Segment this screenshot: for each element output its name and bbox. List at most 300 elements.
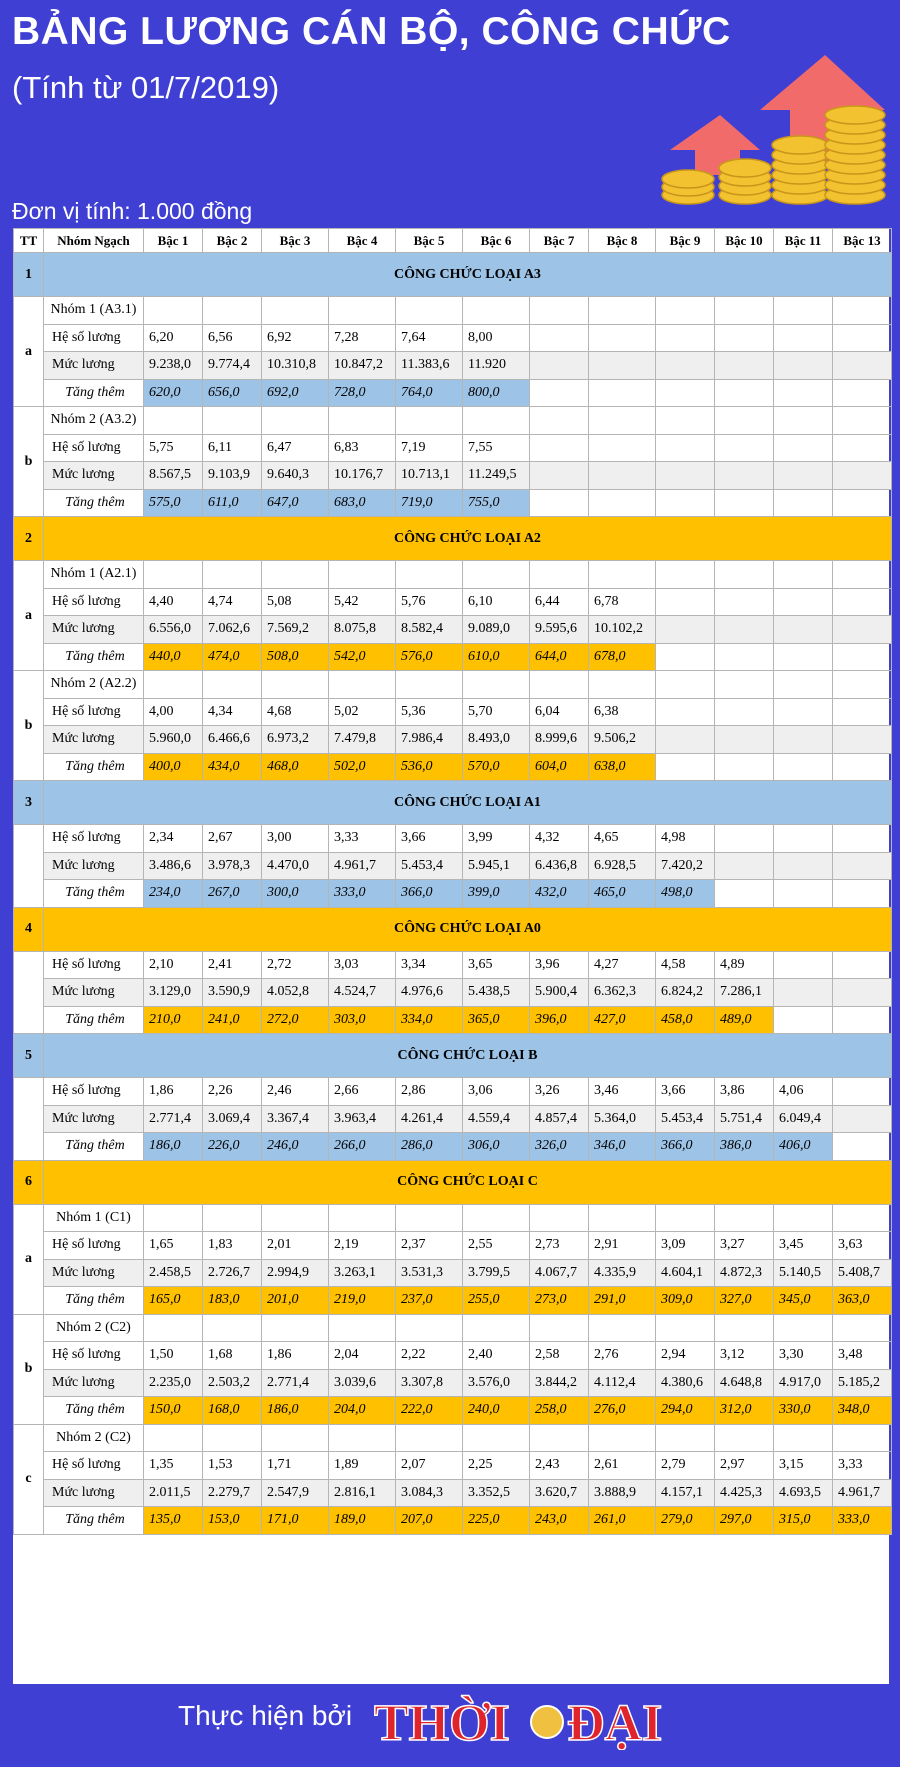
table-row: [14, 698, 892, 726]
row-label: Mức lương: [44, 352, 144, 380]
value-cell: 4,00: [144, 698, 203, 726]
value-cell: 3,30: [774, 1342, 833, 1370]
value-cell: 2.458,5: [144, 1259, 203, 1287]
value-cell: 9.103,9: [203, 462, 262, 490]
value-cell: 2,46: [262, 1078, 329, 1106]
empty-cell: [774, 1204, 833, 1232]
value-cell: 168,0: [203, 1397, 262, 1425]
value-cell: 2.771,4: [262, 1369, 329, 1397]
row-label: Hệ số lương: [44, 1342, 144, 1370]
value-cell: 2,37: [396, 1232, 463, 1260]
empty-cell: [396, 1424, 463, 1452]
group-name: Nhóm 2 (A3.2): [44, 407, 144, 435]
value-cell: 2.547,9: [262, 1479, 329, 1507]
value-cell: 334,0: [396, 1006, 463, 1034]
column-header: Bậc 2: [203, 229, 262, 253]
table-row: [14, 753, 892, 781]
empty-cell: [833, 489, 892, 517]
empty-cell: [589, 434, 656, 462]
value-cell: 440,0: [144, 643, 203, 671]
empty-cell: [530, 561, 589, 589]
empty-cell: [262, 671, 329, 699]
value-cell: 3.963,4: [329, 1105, 396, 1133]
group-letter: a: [14, 297, 44, 407]
empty-cell: [589, 671, 656, 699]
value-cell: 728,0: [329, 379, 396, 407]
table-row: [14, 1078, 892, 1106]
value-cell: 2,01: [262, 1232, 329, 1260]
empty-cell: [833, 951, 892, 979]
empty-cell: [715, 671, 774, 699]
empty-cell: [656, 297, 715, 325]
row-label: Hệ số lương: [44, 951, 144, 979]
value-cell: 345,0: [774, 1287, 833, 1315]
value-cell: 286,0: [396, 1133, 463, 1161]
column-header: Bậc 4: [329, 229, 396, 253]
value-cell: 2,72: [262, 951, 329, 979]
value-cell: 7,64: [396, 324, 463, 352]
value-cell: 611,0: [203, 489, 262, 517]
value-cell: 1,68: [203, 1342, 262, 1370]
value-cell: 508,0: [262, 643, 329, 671]
empty-cell: [833, 1006, 892, 1034]
column-header: Bậc 9: [656, 229, 715, 253]
empty-cell: [589, 352, 656, 380]
table-row: [14, 825, 892, 853]
value-cell: 604,0: [530, 753, 589, 781]
empty-cell: [203, 561, 262, 589]
empty-cell: [833, 462, 892, 490]
value-cell: 6.928,5: [589, 852, 656, 880]
value-cell: 5.453,4: [396, 852, 463, 880]
value-cell: 4.524,7: [329, 979, 396, 1007]
value-cell: 2,91: [589, 1232, 656, 1260]
value-cell: 2,76: [589, 1342, 656, 1370]
value-cell: 6,56: [203, 324, 262, 352]
value-cell: 5.140,5: [774, 1259, 833, 1287]
value-cell: 7.986,4: [396, 726, 463, 754]
value-cell: 4.052,8: [262, 979, 329, 1007]
value-cell: 4,65: [589, 825, 656, 853]
value-cell: 3.888,9: [589, 1479, 656, 1507]
value-cell: 3.620,7: [530, 1479, 589, 1507]
value-cell: 5.900,4: [530, 979, 589, 1007]
table-row: [14, 1287, 892, 1315]
table-row: [14, 1105, 892, 1133]
value-cell: 8.999,6: [530, 726, 589, 754]
value-cell: 300,0: [262, 880, 329, 908]
empty-cell: [715, 434, 774, 462]
rising-coins-illustration: [650, 55, 890, 215]
group-letter: a: [14, 1204, 44, 1314]
empty-cell: [396, 297, 463, 325]
value-cell: 326,0: [530, 1133, 589, 1161]
group-name: Nhóm 2 (C2): [44, 1424, 144, 1452]
section-title: CÔNG CHỨC LOẠI C: [44, 1160, 892, 1204]
value-cell: 7.062,6: [203, 616, 262, 644]
value-cell: 1,71: [262, 1452, 329, 1480]
empty-cell: [262, 1314, 329, 1342]
value-cell: 272,0: [262, 1006, 329, 1034]
empty-cell: [589, 1314, 656, 1342]
value-cell: 4.961,7: [329, 852, 396, 880]
empty-cell: [656, 726, 715, 754]
value-cell: 10.847,2: [329, 352, 396, 380]
empty-cell: [203, 1424, 262, 1452]
empty-cell: [774, 698, 833, 726]
empty-cell: [530, 1424, 589, 1452]
group-letter: a: [14, 561, 44, 671]
row-label: Hệ số lương: [44, 434, 144, 462]
table-row: [14, 1507, 892, 1535]
group-name-row: [14, 407, 892, 435]
value-cell: 2,61: [589, 1452, 656, 1480]
section-header-row: [14, 907, 892, 951]
table-row: [14, 352, 892, 380]
value-cell: 3.531,3: [396, 1259, 463, 1287]
value-cell: 9.640,3: [262, 462, 329, 490]
value-cell: 261,0: [589, 1507, 656, 1535]
section-title: CÔNG CHỨC LOẠI A0: [44, 907, 892, 951]
value-cell: 2.279,7: [203, 1479, 262, 1507]
value-cell: 683,0: [329, 489, 396, 517]
value-cell: 4.857,4: [530, 1105, 589, 1133]
empty-cell: [833, 698, 892, 726]
empty-cell: [656, 588, 715, 616]
value-cell: 2,73: [530, 1232, 589, 1260]
section-number: 3: [14, 781, 44, 825]
value-cell: 570,0: [463, 753, 530, 781]
value-cell: 2,94: [656, 1342, 715, 1370]
column-header: TT: [14, 229, 44, 253]
empty-cell: [463, 561, 530, 589]
row-label: Tăng thêm: [44, 1397, 144, 1425]
value-cell: 4,34: [203, 698, 262, 726]
value-cell: 3.590,9: [203, 979, 262, 1007]
row-label: Tăng thêm: [44, 643, 144, 671]
value-cell: 366,0: [396, 880, 463, 908]
value-cell: 8,00: [463, 324, 530, 352]
value-cell: 207,0: [396, 1507, 463, 1535]
value-cell: 3,34: [396, 951, 463, 979]
value-cell: 333,0: [833, 1507, 892, 1535]
table-row: [14, 643, 892, 671]
value-cell: 4.067,7: [530, 1259, 589, 1287]
empty-cell: [656, 671, 715, 699]
value-cell: 204,0: [329, 1397, 396, 1425]
value-cell: 266,0: [329, 1133, 396, 1161]
group-letter: [14, 951, 44, 1034]
value-cell: 3,03: [329, 951, 396, 979]
empty-cell: [715, 462, 774, 490]
row-label: Mức lương: [44, 1479, 144, 1507]
value-cell: 2.011,5: [144, 1479, 203, 1507]
page-title: BẢNG LƯƠNG CÁN BỘ, CÔNG CHỨC: [12, 10, 731, 53]
value-cell: 3.263,1: [329, 1259, 396, 1287]
value-cell: 6,47: [262, 434, 329, 462]
value-cell: 165,0: [144, 1287, 203, 1315]
section-header-row: [14, 1034, 892, 1078]
value-cell: 3.799,5: [463, 1259, 530, 1287]
value-cell: 6.824,2: [656, 979, 715, 1007]
salary-table: [13, 228, 892, 1535]
empty-cell: [329, 1424, 396, 1452]
table-row: [14, 880, 892, 908]
empty-cell: [530, 297, 589, 325]
value-cell: 3,09: [656, 1232, 715, 1260]
value-cell: 5,76: [396, 588, 463, 616]
value-cell: 2,19: [329, 1232, 396, 1260]
empty-cell: [833, 297, 892, 325]
value-cell: 8.493,0: [463, 726, 530, 754]
value-cell: 246,0: [262, 1133, 329, 1161]
empty-cell: [774, 616, 833, 644]
value-cell: 6,83: [329, 434, 396, 462]
value-cell: 279,0: [656, 1507, 715, 1535]
value-cell: 6,20: [144, 324, 203, 352]
value-cell: 678,0: [589, 643, 656, 671]
empty-cell: [203, 1204, 262, 1232]
empty-cell: [715, 489, 774, 517]
value-cell: 366,0: [656, 1133, 715, 1161]
value-cell: 458,0: [656, 1006, 715, 1034]
value-cell: 222,0: [396, 1397, 463, 1425]
value-cell: 219,0: [329, 1287, 396, 1315]
value-cell: 6,10: [463, 588, 530, 616]
empty-cell: [833, 1105, 892, 1133]
empty-cell: [715, 753, 774, 781]
value-cell: 226,0: [203, 1133, 262, 1161]
value-cell: 7,28: [329, 324, 396, 352]
value-cell: 7.569,2: [262, 616, 329, 644]
table-row: [14, 726, 892, 754]
row-label: Mức lương: [44, 1259, 144, 1287]
empty-cell: [774, 979, 833, 1007]
empty-cell: [774, 1424, 833, 1452]
value-cell: 2.816,1: [329, 1479, 396, 1507]
column-header: Bậc 7: [530, 229, 589, 253]
row-label: Hệ số lương: [44, 698, 144, 726]
value-cell: 5.453,4: [656, 1105, 715, 1133]
empty-cell: [774, 379, 833, 407]
row-label: Hệ số lương: [44, 1452, 144, 1480]
value-cell: 243,0: [530, 1507, 589, 1535]
group-letter: b: [14, 407, 44, 517]
row-label: Mức lương: [44, 616, 144, 644]
table-row: [14, 979, 892, 1007]
value-cell: 1,86: [262, 1342, 329, 1370]
column-header: Nhóm Ngạch: [44, 229, 144, 253]
empty-cell: [203, 671, 262, 699]
value-cell: 2.726,7: [203, 1259, 262, 1287]
value-cell: 576,0: [396, 643, 463, 671]
empty-cell: [833, 616, 892, 644]
group-name: Nhóm 1 (A2.1): [44, 561, 144, 589]
value-cell: 468,0: [262, 753, 329, 781]
empty-cell: [774, 489, 833, 517]
empty-cell: [203, 297, 262, 325]
value-cell: 3.352,5: [463, 1479, 530, 1507]
value-cell: 465,0: [589, 880, 656, 908]
empty-cell: [833, 1424, 892, 1452]
table-row: [14, 434, 892, 462]
value-cell: 297,0: [715, 1507, 774, 1535]
empty-cell: [715, 852, 774, 880]
empty-cell: [530, 379, 589, 407]
group-name-row: [14, 561, 892, 589]
row-label: Hệ số lương: [44, 324, 144, 352]
value-cell: 3.069,4: [203, 1105, 262, 1133]
empty-cell: [715, 352, 774, 380]
empty-cell: [833, 407, 892, 435]
value-cell: 6,11: [203, 434, 262, 462]
value-cell: 3.486,6: [144, 852, 203, 880]
empty-cell: [589, 324, 656, 352]
empty-cell: [203, 407, 262, 435]
empty-cell: [833, 352, 892, 380]
value-cell: 4.157,1: [656, 1479, 715, 1507]
value-cell: 171,0: [262, 1507, 329, 1535]
value-cell: 755,0: [463, 489, 530, 517]
empty-cell: [656, 407, 715, 435]
value-cell: 8.075,8: [329, 616, 396, 644]
group-name: Nhóm 2 (C2): [44, 1314, 144, 1342]
row-label: Tăng thêm: [44, 753, 144, 781]
column-header: Bậc 13: [833, 229, 892, 253]
value-cell: 4,98: [656, 825, 715, 853]
value-cell: 3.084,3: [396, 1479, 463, 1507]
value-cell: 365,0: [463, 1006, 530, 1034]
value-cell: 1,35: [144, 1452, 203, 1480]
value-cell: 6,78: [589, 588, 656, 616]
empty-cell: [715, 324, 774, 352]
value-cell: 2,10: [144, 951, 203, 979]
value-cell: 234,0: [144, 880, 203, 908]
table-row: [14, 462, 892, 490]
empty-cell: [589, 407, 656, 435]
value-cell: 4,32: [530, 825, 589, 853]
value-cell: 7.286,1: [715, 979, 774, 1007]
empty-cell: [530, 407, 589, 435]
value-cell: 3,66: [396, 825, 463, 853]
value-cell: 10.713,1: [396, 462, 463, 490]
value-cell: 6.556,0: [144, 616, 203, 644]
empty-cell: [203, 1314, 262, 1342]
empty-cell: [144, 1424, 203, 1452]
row-label: Mức lương: [44, 1105, 144, 1133]
value-cell: 4.961,7: [833, 1479, 892, 1507]
empty-cell: [833, 643, 892, 671]
value-cell: 267,0: [203, 880, 262, 908]
table-row: [14, 1452, 892, 1480]
table-row: [14, 489, 892, 517]
value-cell: 1,50: [144, 1342, 203, 1370]
row-label: Mức lương: [44, 1369, 144, 1397]
value-cell: 536,0: [396, 753, 463, 781]
empty-cell: [656, 561, 715, 589]
row-label: Hệ số lương: [44, 588, 144, 616]
value-cell: 1,86: [144, 1078, 203, 1106]
group-letter: [14, 825, 44, 908]
value-cell: 3.039,6: [329, 1369, 396, 1397]
value-cell: 474,0: [203, 643, 262, 671]
table-row: [14, 852, 892, 880]
value-cell: 5.945,1: [463, 852, 530, 880]
value-cell: 4,89: [715, 951, 774, 979]
value-cell: 610,0: [463, 643, 530, 671]
empty-cell: [774, 1314, 833, 1342]
value-cell: 5.751,4: [715, 1105, 774, 1133]
page-subtitle: (Tính từ 01/7/2019): [12, 70, 280, 105]
value-cell: 3.129,0: [144, 979, 203, 1007]
group-name-row: [14, 1314, 892, 1342]
value-cell: 498,0: [656, 880, 715, 908]
empty-cell: [774, 753, 833, 781]
value-cell: 11.249,5: [463, 462, 530, 490]
value-cell: 2.994,9: [262, 1259, 329, 1287]
empty-cell: [715, 297, 774, 325]
value-cell: 273,0: [530, 1287, 589, 1315]
empty-cell: [530, 1204, 589, 1232]
table-row: [14, 379, 892, 407]
empty-cell: [530, 434, 589, 462]
value-cell: 294,0: [656, 1397, 715, 1425]
empty-cell: [833, 880, 892, 908]
row-label: Mức lương: [44, 979, 144, 1007]
value-cell: 406,0: [774, 1133, 833, 1161]
empty-cell: [262, 297, 329, 325]
empty-cell: [833, 979, 892, 1007]
empty-cell: [463, 407, 530, 435]
empty-cell: [144, 297, 203, 325]
value-cell: 2,55: [463, 1232, 530, 1260]
value-cell: 502,0: [329, 753, 396, 781]
empty-cell: [774, 951, 833, 979]
value-cell: 5,70: [463, 698, 530, 726]
value-cell: 5.408,7: [833, 1259, 892, 1287]
value-cell: 4.470,0: [262, 852, 329, 880]
group-name-row: [14, 1204, 892, 1232]
value-cell: 4.425,3: [715, 1479, 774, 1507]
empty-cell: [396, 1204, 463, 1232]
value-cell: 303,0: [329, 1006, 396, 1034]
empty-cell: [774, 643, 833, 671]
empty-cell: [530, 462, 589, 490]
value-cell: 2,66: [329, 1078, 396, 1106]
empty-cell: [329, 1314, 396, 1342]
value-cell: 6.436,8: [530, 852, 589, 880]
value-cell: 2,79: [656, 1452, 715, 1480]
empty-cell: [656, 698, 715, 726]
value-cell: 186,0: [262, 1397, 329, 1425]
empty-cell: [656, 616, 715, 644]
value-cell: 4.976,6: [396, 979, 463, 1007]
value-cell: 5.185,2: [833, 1369, 892, 1397]
value-cell: 800,0: [463, 379, 530, 407]
group-name-row: [14, 297, 892, 325]
value-cell: 6.466,6: [203, 726, 262, 754]
value-cell: 4.604,1: [656, 1259, 715, 1287]
empty-cell: [329, 671, 396, 699]
empty-cell: [774, 671, 833, 699]
empty-cell: [144, 1204, 203, 1232]
value-cell: 7.420,2: [656, 852, 715, 880]
empty-cell: [833, 726, 892, 754]
table-row: [14, 1479, 892, 1507]
value-cell: 10.102,2: [589, 616, 656, 644]
empty-cell: [833, 561, 892, 589]
column-header: Bậc 11: [774, 229, 833, 253]
